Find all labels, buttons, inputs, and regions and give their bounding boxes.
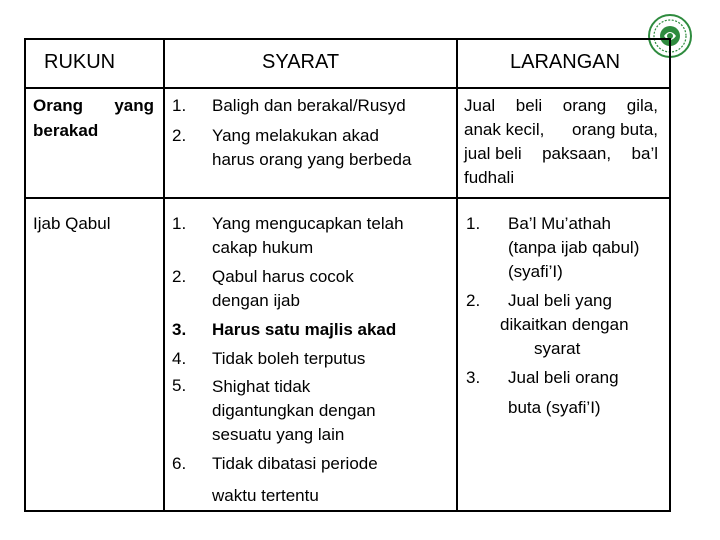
row1-larangan-word: anak kecil, xyxy=(464,120,545,139)
row1-larangan-word: ba’l xyxy=(631,144,658,163)
row2-syarat-text2b: dengan ijab xyxy=(212,291,300,310)
row2-larangan-text2c: syarat xyxy=(534,339,581,358)
row1-larangan-line1 xyxy=(464,94,658,118)
row1-syarat-num2: 2. xyxy=(172,126,187,145)
row1-rukun-word1: Orang xyxy=(33,96,84,115)
row1-larangan-word: Jual xyxy=(464,96,496,115)
row1-rukun-word2: yang xyxy=(114,96,154,115)
header-syarat: SYARAT xyxy=(262,51,340,73)
row1-syarat-num1: 1. xyxy=(172,96,187,115)
row2-larangan-num2: 2. xyxy=(466,291,481,310)
row2-larangan-text3b: buta (syafi’I) xyxy=(508,398,601,417)
row-divider-header xyxy=(26,87,669,89)
row2-larangan-text3a: Jual beli orang xyxy=(508,368,619,387)
row1-larangan-word: jual beli xyxy=(464,144,522,163)
row2-syarat-text6b: waktu tertentu xyxy=(212,486,319,505)
row2-larangan-text2b: dikaitkan dengan xyxy=(500,315,629,334)
row1-syarat-text2a: Yang melakukan akad xyxy=(212,126,379,145)
row2-larangan-num3: 3. xyxy=(466,368,481,387)
row2-syarat-text2a: Qabul harus cocok xyxy=(212,267,354,286)
row2-larangan-text1c: (syafi’I) xyxy=(508,262,563,281)
row2-rukun: Ijab Qabul xyxy=(33,214,111,233)
row1-larangan-line3 xyxy=(464,142,658,166)
row2-syarat-num5: 5. xyxy=(172,376,187,395)
row2-syarat-text1b: cakap hukum xyxy=(212,238,314,257)
row2-syarat-num6: 6. xyxy=(172,454,187,473)
row1-larangan-word: orang xyxy=(562,96,607,115)
row1-larangan-line4: fudhali xyxy=(464,168,515,187)
row2-syarat-text5a: Shighat tidak xyxy=(212,377,311,396)
row2-larangan-text1a: Ba’l Mu’athah xyxy=(508,214,612,233)
row1-larangan-word: orang buta, xyxy=(571,120,658,139)
row1-rukun-line1 xyxy=(33,94,154,118)
col-divider-1 xyxy=(163,40,165,510)
header-rukun: RUKUN xyxy=(44,51,116,73)
row1-larangan-word: paksaan, xyxy=(542,144,612,163)
row2-larangan-text1b: (tanpa ijab qabul) xyxy=(508,238,640,257)
col-divider-2 xyxy=(456,40,458,510)
row2-larangan-num1: 1. xyxy=(466,214,481,233)
row2-syarat-text5c: sesuatu yang lain xyxy=(212,425,345,444)
row1-rukun-line2: berakad xyxy=(33,121,99,140)
row2-syarat-text4: Tidak boleh terputus xyxy=(212,349,366,368)
row2-syarat-num3: 3. xyxy=(172,320,187,339)
row1-larangan-word: gila, xyxy=(626,96,658,115)
row1-larangan-line2 xyxy=(464,118,658,142)
row-divider-1 xyxy=(26,197,669,199)
row2-syarat-num1: 1. xyxy=(172,214,187,233)
header-larangan: LARANGAN xyxy=(510,51,621,73)
row2-syarat-text6a: Tidak dibatasi periode xyxy=(212,454,378,473)
row2-larangan-text2a: Jual beli yang xyxy=(508,291,612,310)
row2-syarat-num4: 4. xyxy=(172,349,187,368)
row1-syarat-text1: Baligh dan berakal/Rusyd xyxy=(212,96,406,115)
row1-syarat-text2b: harus orang yang berbeda xyxy=(212,150,412,169)
row2-syarat-num2: 2. xyxy=(172,267,187,286)
row1-larangan-word: beli xyxy=(515,96,543,115)
rukun-syarat-table xyxy=(24,38,671,512)
row2-syarat-text1a: Yang mengucapkan telah xyxy=(212,214,404,233)
row2-syarat-text3: Harus satu majlis akad xyxy=(212,320,397,339)
row2-syarat-text5b: digantungkan dengan xyxy=(212,401,376,420)
